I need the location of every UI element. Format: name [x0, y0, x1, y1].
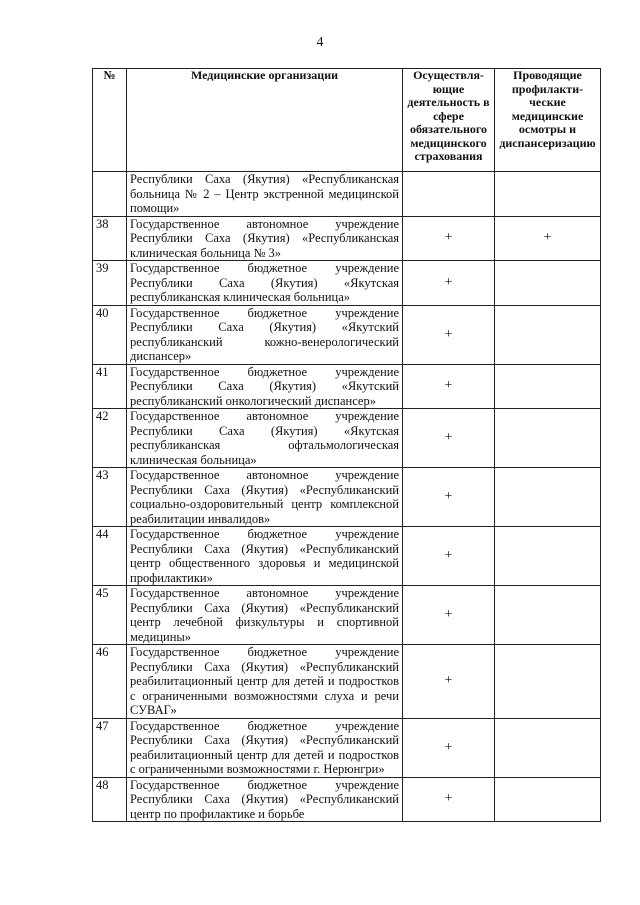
organization-name: Государственное бюджетное учреждение Республики Саха (Якутия) «Республиканский реабилитационный центр для детей и подростков с ограниченными возможностями слуха и речи СУВАГ» — [127, 645, 403, 719]
organization-name: Республики Саха (Якутия) «Республиканская больница № 2 – Центр экстренной медицинской помощи» — [127, 172, 403, 217]
organization-name: Государственное бюджетное учреждение Республики Саха (Якутия) «Якутский республиканский кожно-венерологический диспансер» — [127, 305, 403, 364]
organization-name: Государственное бюджетное учреждение Республики Саха (Якутия) «Якутская республиканская клиническая больница» — [127, 261, 403, 306]
preventive-mark — [495, 527, 601, 586]
preventive-mark — [495, 305, 601, 364]
preventive-mark — [495, 409, 601, 468]
organization-name: Государственное бюджетное учреждение Республики Саха (Якутия) «Республиканский реабилитационный центр для детей и подростков с ограниченными возможностями г. Нерюнгри» — [127, 718, 403, 777]
oms-mark: + — [403, 645, 495, 719]
organization-name: Государственное автономное учреждение Республики Саха (Якутия) «Республиканская клиническая больница № 3» — [127, 216, 403, 261]
table-row — [93, 261, 601, 306]
organization-name: Государственное автономное учреждение Республики Саха (Якутия) «Якутская республиканская офтальмологическая клиническая больница» — [127, 409, 403, 468]
oms-mark: + — [403, 586, 495, 645]
table-row — [93, 172, 601, 217]
organization-name: Государственное бюджетное учреждение Республики Саха (Якутия) «Республиканский центр общественного здоровья и медицинской профилактики» — [127, 527, 403, 586]
table-row — [93, 468, 601, 527]
row-number: 47 — [93, 718, 127, 777]
preventive-mark: + — [495, 216, 601, 261]
row-number: 39 — [93, 261, 127, 306]
preventive-mark — [495, 261, 601, 306]
preventive-mark — [495, 645, 601, 719]
row-number: 43 — [93, 468, 127, 527]
oms-mark: + — [403, 527, 495, 586]
table-row — [93, 718, 601, 777]
preventive-mark — [495, 586, 601, 645]
oms-mark — [403, 172, 495, 217]
organization-name: Государственное автономное учреждение Республики Саха (Якутия) «Республиканский центр лечебной физкультуры и спортивной медицины» — [127, 586, 403, 645]
page-number: 4 — [316, 35, 324, 50]
table-row — [93, 527, 601, 586]
oms-mark: + — [403, 216, 495, 261]
preventive-mark — [495, 468, 601, 527]
organization-name: Государственное бюджетное учреждение Республики Саха (Якутия) «Якутский республиканский онкологический диспансер» — [127, 364, 403, 409]
row-number: 41 — [93, 364, 127, 409]
organization-name: Государственное бюджетное учреждение Республики Саха (Якутия) «Республиканский центр по профилактике и борьбе — [127, 777, 403, 822]
row-number: 45 — [93, 586, 127, 645]
header-oms: Осуществля-ющие деятельность в сфере обязательного медицинского страхования — [403, 69, 495, 172]
row-number: 42 — [93, 409, 127, 468]
table-header-row — [93, 69, 601, 172]
row-number: 48 — [93, 777, 127, 822]
table-row — [93, 586, 601, 645]
table-row — [93, 216, 601, 261]
oms-mark: + — [403, 409, 495, 468]
organization-name: Государственное автономное учреждение Республики Саха (Якутия) «Республиканский социально-оздоровительный центр комплексной реабилитации инвалидов» — [127, 468, 403, 527]
table-row — [93, 777, 601, 822]
row-number: 40 — [93, 305, 127, 364]
row-number: 38 — [93, 216, 127, 261]
row-number: 44 — [93, 527, 127, 586]
table-row — [93, 305, 601, 364]
header-preventive: Проводящие профилакти-ческие медицинские осмотры и диспансеризацию — [495, 69, 601, 172]
table-row — [93, 409, 601, 468]
oms-mark: + — [403, 261, 495, 306]
oms-mark: + — [403, 364, 495, 409]
header-organizations: Медицинские организации — [127, 69, 403, 172]
oms-mark: + — [403, 718, 495, 777]
organizations-table — [92, 68, 601, 822]
oms-mark: + — [403, 305, 495, 364]
preventive-mark — [495, 777, 601, 822]
preventive-mark — [495, 364, 601, 409]
row-number: 46 — [93, 645, 127, 719]
oms-mark: + — [403, 777, 495, 822]
preventive-mark — [495, 172, 601, 217]
row-number — [93, 172, 127, 217]
table-row — [93, 645, 601, 719]
table-row — [93, 364, 601, 409]
header-number: № — [93, 69, 127, 172]
oms-mark: + — [403, 468, 495, 527]
preventive-mark — [495, 718, 601, 777]
